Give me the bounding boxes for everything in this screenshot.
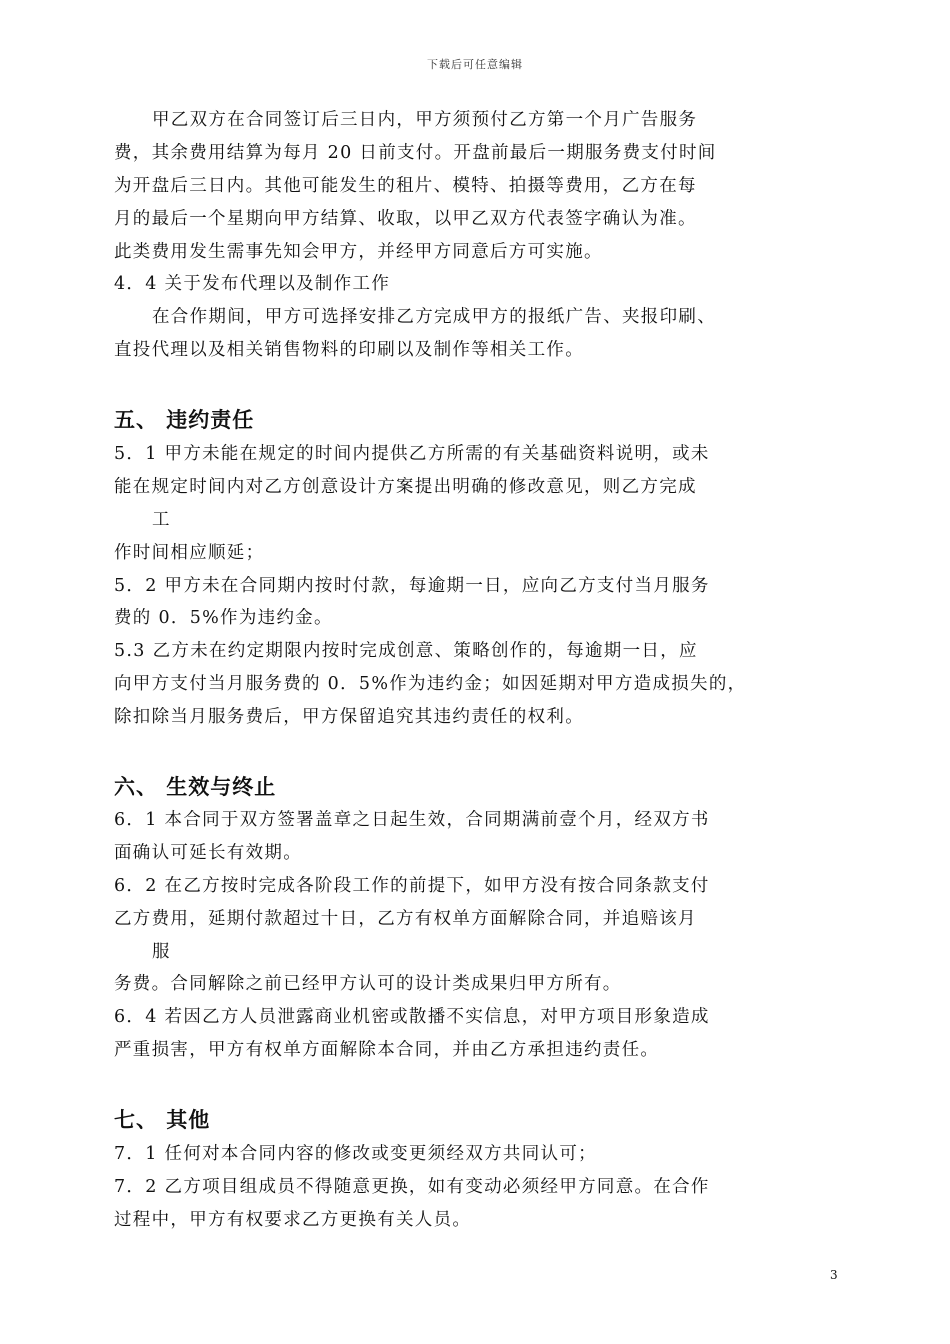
text-line: 费，其余费用结算为每月 20 日前支付。开盘前最后一期服务费支付时间	[114, 143, 717, 163]
text-line: 7．1 任何对本合同内容的修改或变更须经双方共同认可；	[114, 1144, 597, 1164]
text-line: 乙方费用，延期付款超过十日，乙方有权单方面解除合同，并追赔该月	[114, 909, 697, 929]
page-number: 3	[830, 1268, 838, 1282]
text-line: 在合作期间，甲方可选择安排乙方完成甲方的报纸广告、夹报印刷、	[152, 307, 716, 327]
text-line: 严重损害，甲方有权单方面解除本合同，并由乙方承担违约责任。	[114, 1040, 660, 1060]
text-line: 此类费用发生需事先知会甲方，并经甲方同意后方可实施。	[114, 242, 603, 262]
text-line: 过程中，甲方有权要求乙方更换有关人员。	[114, 1210, 472, 1230]
text-line: 月的最后一个星期向甲方结算、收取，以甲乙双方代表签字确认为准。	[114, 209, 697, 229]
section-heading: 七、 其他	[114, 1108, 211, 1132]
text-line: 工	[152, 510, 171, 530]
text-line: 直投代理以及相关销售物料的印刷以及制作等相关工作。	[114, 340, 584, 360]
text-line: 面确认可延长有效期。	[114, 843, 302, 863]
text-line: 能在规定时间内对乙方创意设计方案提出明确的修改意见，则乙方完成	[114, 477, 697, 497]
text-line: 5．1 甲方未能在规定的时间内提供乙方所需的有关基础资料说明，或未	[114, 444, 710, 464]
text-line: 务费。合同解除之前已经甲方认可的设计类成果归甲方所有。	[114, 974, 622, 994]
text-line: 6．2 在乙方按时完成各阶段工作的前提下，如甲方没有按合同条款支付	[114, 876, 710, 896]
text-line: 甲乙双方在合同签订后三日内，甲方须预付乙方第一个月广告服务	[152, 110, 698, 130]
text-line: 7．2 乙方项目组成员不得随意更换，如有变动必须经甲方同意。在合作	[114, 1177, 710, 1197]
text-line: 为开盘后三日内。其他可能发生的租片、模特、拍摄等费用，乙方在每	[114, 176, 697, 196]
text-line: 向甲方支付当月服务费的 0．5%作为违约金；如因延期对甲方造成损失的，	[114, 674, 747, 694]
text-line: 费的 0．5%作为违约金。	[114, 608, 333, 628]
text-line: 5.3 乙方未在约定期限内按时完成创意、策略创作的，每逾期一日，应	[114, 641, 698, 661]
section-heading: 五、 违约责任	[114, 408, 255, 432]
text-line: 6．1 本合同于双方签署盖章之日起生效，合同期满前壹个月，经双方书	[114, 810, 710, 830]
text-line: 6．4 若因乙方人员泄露商业机密或散播不实信息，对甲方项目形象造成	[114, 1007, 710, 1027]
text-line: 作时间相应顺延；	[114, 543, 265, 563]
text-line: 除扣除当月服务费后，甲方保留追究其违约责任的权利。	[114, 707, 584, 727]
section-heading: 六、 生效与终止	[114, 775, 277, 799]
page-header: 下载后可任意编辑	[427, 58, 523, 71]
text-line: 服	[152, 942, 171, 962]
text-line: 4．4 关于发布代理以及制作工作	[114, 274, 391, 294]
text-line: 5．2 甲方未在合同期内按时付款，每逾期一日，应向乙方支付当月服务	[114, 576, 710, 596]
